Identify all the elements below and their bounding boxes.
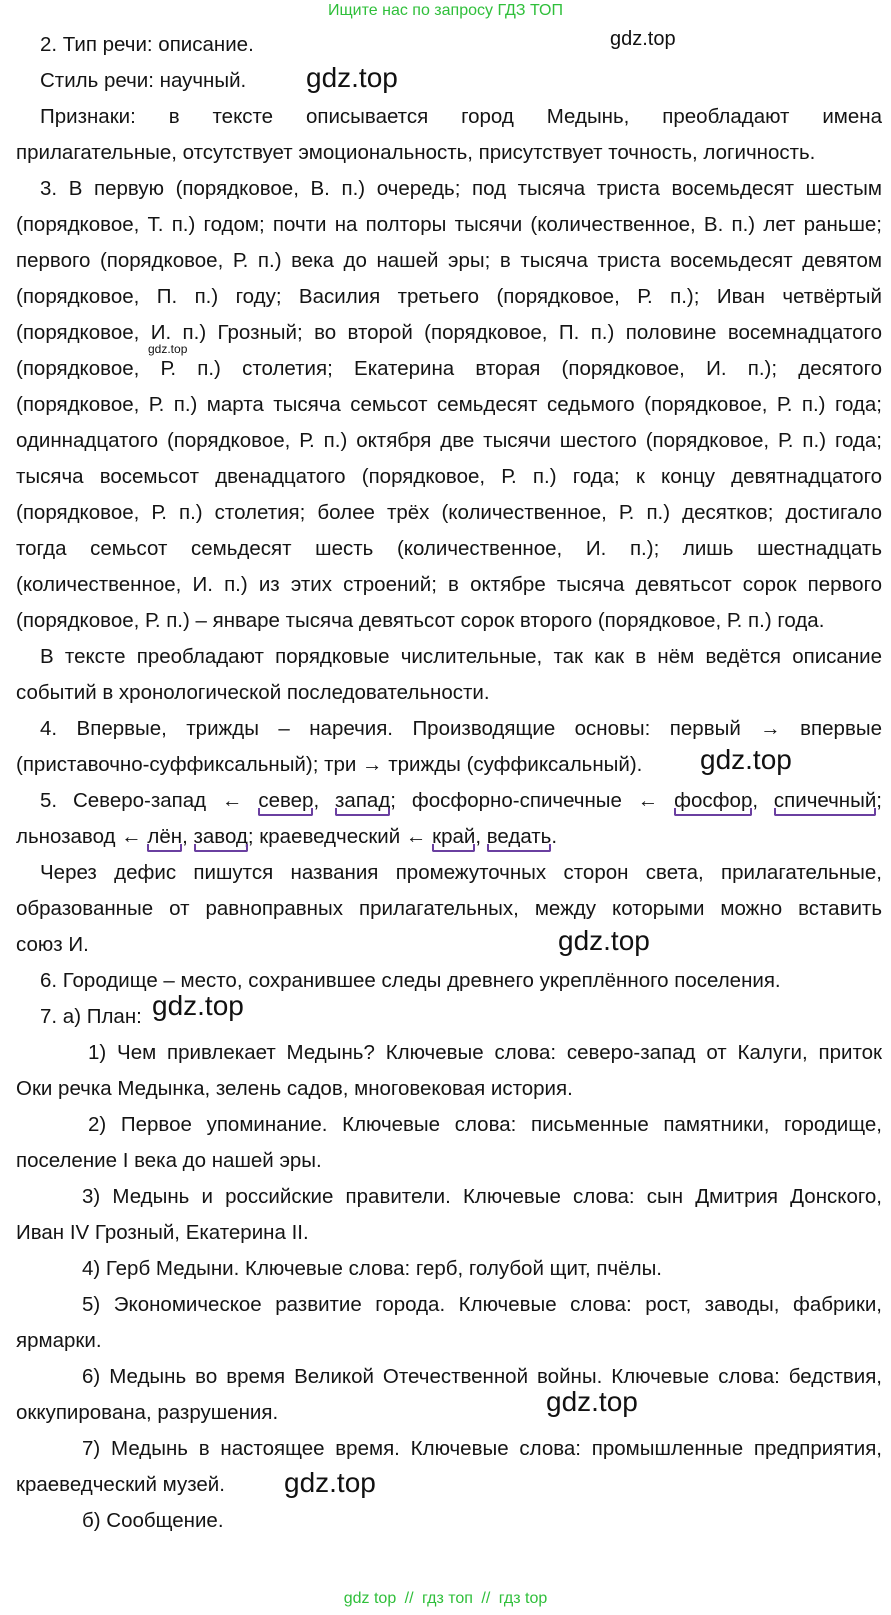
- text-line: прилагательные, отсутствует эмоциональность, присутствует точность, логичность.: [16, 141, 816, 164]
- root-underlined: лён: [147, 818, 182, 855]
- text-line-word-formation: [40, 782, 882, 819]
- separator: //: [481, 1590, 491, 1607]
- watermark: gdz.top: [148, 342, 188, 356]
- text-part: ,: [313, 789, 336, 812]
- root-underlined: фосфор: [674, 782, 752, 819]
- text-line: В тексте преобладают порядковые числительные, так как в нём ведётся описание: [40, 645, 882, 668]
- text-part: ,: [475, 825, 487, 848]
- plan-item-continuation: ярмарки.: [16, 1329, 102, 1352]
- text-line: образованные от равноправных прилагательных, между которыми можно вставить: [16, 897, 882, 920]
- text-part: 5. Северо-запад ←: [40, 789, 259, 812]
- root-underlined: север: [258, 782, 313, 819]
- watermark: gdz.top: [152, 990, 244, 1021]
- text-line: 4. Впервые, трижды – наречия. Производящие основы: первый → впервые: [40, 717, 882, 740]
- root-underlined: край: [432, 818, 475, 855]
- separator: //: [404, 1590, 414, 1607]
- text-part: ; краеведческий ←: [247, 825, 433, 848]
- top-banner[interactable]: Ищите нас по запросу ГДЗ ТОП: [328, 2, 563, 19]
- plan-item: 1) Чем привлекает Медынь? Ключевые слова: северо-запад от Калуги, приток: [88, 1041, 882, 1064]
- text-line: (приставочно-суффиксальный); три → трижды (суффиксальный).: [16, 753, 643, 776]
- text-line: Признаки: в тексте описывается город Медынь, преобладают имена: [40, 105, 882, 128]
- text-line: (количественное, И. п.) из этих строений; в октябре тысяча девятьсот сорок первого: [16, 573, 882, 596]
- text-part: ,: [752, 789, 774, 812]
- text-line: 7. а) План:: [40, 1005, 142, 1028]
- text-line: (порядковое, П. п.) году; Василия третьего (порядковое, Р. п.); Иван четвёртый: [16, 285, 882, 308]
- text-part: ;: [876, 789, 882, 812]
- bottom-link-gdz-top-ru[interactable]: гдз топ: [422, 1590, 473, 1607]
- text-line: 6. Городище – место, сохранившее следы древнего укреплённого поселения.: [40, 969, 781, 992]
- root-underlined: ведать: [487, 818, 552, 855]
- text-line: событий в хронологической последовательности.: [16, 681, 490, 704]
- plan-item: 7) Медынь в настоящее время. Ключевые слова: промышленные предприятия,: [82, 1437, 882, 1460]
- bottom-link-gdz-top-mixed[interactable]: гдз top: [498, 1590, 548, 1607]
- text-line: (порядковое, Р. п.) марта тысяча семьсот семьдесят седьмого (порядковое, Р. п.) года;: [16, 393, 882, 416]
- plan-item: 6) Медынь во время Великой Отечественной войны. Ключевые слова: бедствия,: [82, 1365, 882, 1388]
- plan-item-continuation: Оки речка Медынка, зелень садов, многовековая история.: [16, 1077, 573, 1100]
- plan-item: 3) Медынь и российские правители. Ключевые слова: сын Дмитрия Донского,: [82, 1185, 882, 1208]
- plan-item: 2) Первое упоминание. Ключевые слова: письменные памятники, городище,: [88, 1113, 882, 1136]
- plan-item-continuation: оккупирована, разрушения.: [16, 1401, 279, 1424]
- text-part: .: [551, 825, 558, 848]
- bottom-link-gdz-top[interactable]: gdz top: [343, 1590, 397, 1607]
- root-underlined: запад: [335, 782, 390, 819]
- text-line: Через дефис пишутся названия промежуточных сторон света, прилагательные,: [40, 861, 882, 884]
- text-line: одиннадцатого (порядковое, Р. п.) октября две тысячи шестого (порядковое, Р. п.) года;: [16, 429, 882, 452]
- watermark: gdz.top: [610, 28, 676, 50]
- text-line: тогда семьсот семьдесят шесть (количественное, И. п.); лишь шестнадцать: [16, 537, 882, 560]
- plan-item: 5) Экономическое развитие города. Ключевые слова: рост, заводы, фабрики,: [82, 1293, 882, 1316]
- text-line: (порядковое, И. п.) Грозный; во второй (порядковое, П. п.) половине восемнадцатого: [16, 321, 882, 344]
- plan-item: 4) Герб Медыни. Ключевые слова: герб, голубой щит, пчёлы.: [82, 1257, 663, 1280]
- root-underlined: спичечный: [774, 782, 876, 819]
- text-line: (порядковое, Р. п.) столетия; Екатерина вторая (порядковое, И. п.); десятого: [16, 357, 882, 380]
- text-part: ; фосфорно-спичечные ←: [390, 789, 675, 812]
- plan-item-continuation: поселение I века до нашей эры.: [16, 1149, 322, 1172]
- watermark: gdz.top: [558, 925, 650, 956]
- watermark: gdz.top: [306, 62, 398, 93]
- text-line: (порядковое, Р. п.) столетия; более трёх (количественное, Р. п.) десятков; достигало: [16, 501, 882, 524]
- text-line: 3. В первую (порядковое, В. п.) очередь; под тысяча триста восемьдесят шестым: [40, 177, 882, 200]
- watermark: gdz.top: [284, 1467, 376, 1498]
- text-part: ,: [182, 825, 194, 848]
- text-line: (порядковое, Р. п.) – январе тысяча девятьсот сорок второго (порядковое, Р. п.) года.: [16, 609, 825, 632]
- text-line: первого (порядковое, Р. п.) века до нашей эры; в тысяча триста восемьдесят девятом: [16, 249, 882, 272]
- bottom-banner: [0, 1590, 891, 1608]
- text-line-word-formation: [16, 818, 882, 855]
- text-line: союз И.: [16, 933, 89, 956]
- text-line: б) Сообщение.: [82, 1509, 224, 1532]
- plan-item-continuation: краеведческий музей.: [16, 1473, 225, 1496]
- plan-item-continuation: Иван IV Грозный, Екатерина II.: [16, 1221, 309, 1244]
- root-underlined: завод: [194, 818, 248, 855]
- text-part: льнозавод ←: [16, 825, 148, 848]
- text-line: Стиль речи: научный.: [40, 69, 247, 92]
- text-line: 2. Тип речи: описание.: [40, 33, 254, 56]
- watermark: gdz.top: [700, 744, 792, 775]
- text-line: (порядковое, Т. п.) годом; почти на полторы тысячи (количественное, В. п.) лет раньше;: [16, 213, 882, 236]
- watermark: gdz.top: [546, 1386, 638, 1417]
- text-line: тысяча восемьсот двенадцатого (порядковое, Р. п.) года; к концу девятнадцатого: [16, 465, 882, 488]
